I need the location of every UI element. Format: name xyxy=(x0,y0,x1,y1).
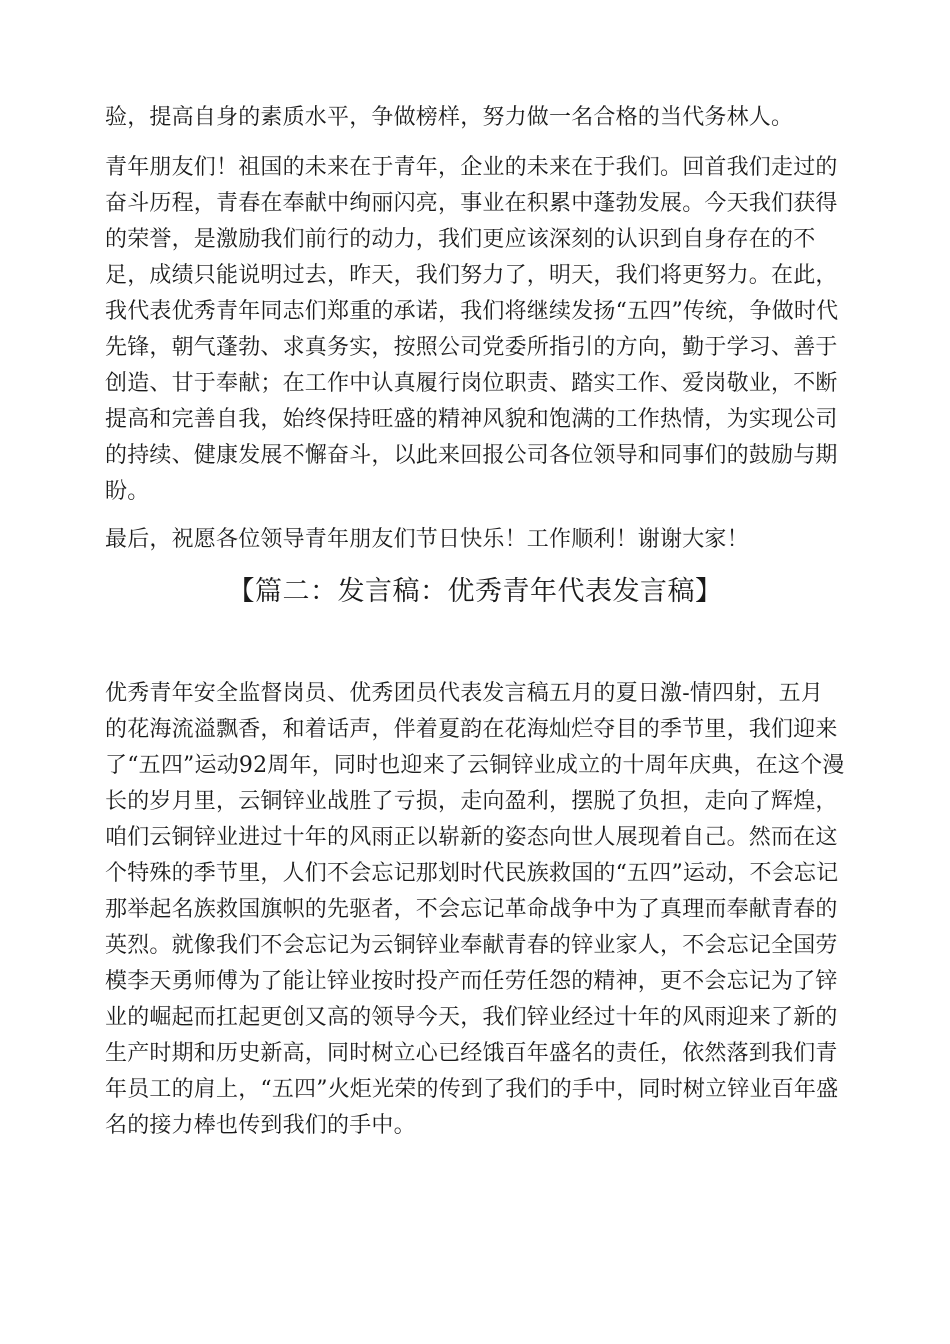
section-heading: 【篇二：发言稿：优秀青年代表发言稿】 xyxy=(227,576,723,607)
paragraph-3: 最后，祝愿各位领导青年朋友们节日快乐！工作顺利！谢谢大家！ xyxy=(105,527,749,552)
paragraph-1: 验，提高自身的素质水平，争做榜样，努力做一名合格的当代务林人。 xyxy=(105,105,794,130)
paragraph-4: 优秀青年安全监督岗员、优秀团员代表发言稿五月的夏日激-情四射，五月的花海流溢飘香，和着话声，伴着夏韵在花海灿烂夺目的季节里，我们迎来了“五四”运动92周年，同时也迎来了云铜锌业成立的十周年庆典，在这个漫长的岁月里，云铜锌业战胜了亏损，走向盈利，摆脱了负担，走向了辉煌，咱们云铜锌业进过十年的风雨正以崭新的姿态向世人展现着自己。然而在这个特殊的季节里，人们不会忘记那划时代民族救国的“五四”运动，不会忘记那举起名族救国旗帜的先驱者，不会忘记革命战争中为了真理而奉献青春的英烈。就像我们不会忘记为云铜锌业奉献青春的锌业家人，不会忘记全国劳模李天勇师傅为了能让锌业按时投产而任劳任怨的精神，更不会忘记为了锌业的崛起而扛起更创又高的领导今天，我们锌业经过十年的风雨迎来了新的生产时期和历史新高，同时树立心已经饿百年盛名的责任，依然落到我们青年员工的肩上，“五四”火炬光荣的传到了我们的手中，同时树立锌业百年盛名的接力棒也传到我们的手中。 xyxy=(105,681,845,1138)
paragraph-2: 青年朋友们！祖国的未来在于青年，企业的未来在于我们。回首我们走过的奋斗历程，青春在奉献中绚丽闪亮，事业在积累中蓬勃发展。今天我们获得的荣誉，是激励我们前行的动力，我们更应该深刻的认识到自身存在的不足，成绩只能说明过去，昨天，我们努力了，明天，我们将更努力。在此，我代表优秀青年同志们郑重的承诺，我们将继续发扬“五四”传统，争做时代先锋，朝气蓬勃、求真务实，按照公司党委所指引的方向，勤于学习、善于创造、甘于奉献；在工作中认真履行岗位职责、踏实工作、爱岗敬业，不断提高和完善自我，始终保持旺盛的精神风貌和饱满的工作热情，为实现公司的持续、健康发展不懈奋斗，以此来回报公司各位领导和同事们的鼓励与期盼。 xyxy=(105,155,839,504)
